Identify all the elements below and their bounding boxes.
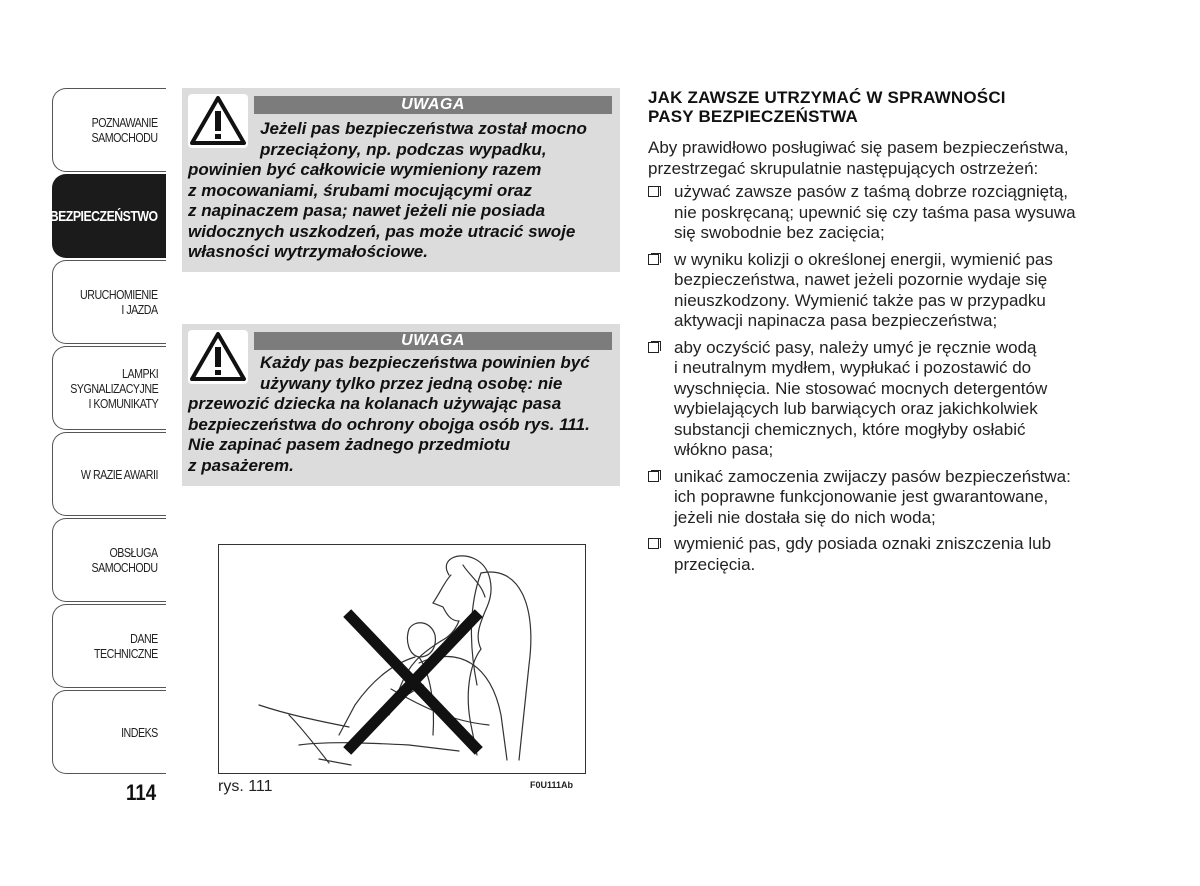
list-item-line: nie poskręcaną; upewnić się czy taśma pasa wysuwa: [674, 202, 1076, 222]
list-item-line: przecięcia.: [674, 554, 756, 574]
list-item-line: się swobodnie bez zacięcia;: [674, 223, 885, 242]
tab-w-razie-awarii[interactable]: [52, 432, 166, 516]
tab-label: DANE TECHNICZNE: [94, 631, 158, 661]
section-heading: [648, 88, 1088, 126]
list-item-line: substancji chemicznych, które mogłyby osłabić: [674, 419, 1026, 439]
warning-line: z pasażerem.: [188, 455, 294, 475]
checkbox-bullet-icon: [648, 538, 659, 549]
warning-triangle-icon: [188, 94, 248, 148]
tab-label: POZNAWANIE SAMOCHODU: [91, 115, 158, 145]
list-item-line: wyschnięcia. Nie stosować mocnych detergentów: [674, 378, 1048, 398]
list-item-line: nieuszkodzony. Wymienić także pas w przypadku: [674, 290, 1046, 310]
section-intro: [648, 138, 1088, 179]
list-item-line: wymienić pas, gdy posiada oznaki zniszczenia lub: [674, 534, 1052, 553]
warning-line: powinien być całkowicie wymieniony razem: [188, 160, 542, 179]
warning-line: Jeżeli pas bezpieczeństwa został mocno: [260, 119, 587, 138]
tab-label: BEZPIECZEŃSTWO: [50, 207, 158, 225]
list-item-line: jeżeli nie dostała się do nich woda;: [674, 507, 936, 527]
checkbox-bullet-icon: [648, 186, 659, 197]
tab-obsluga-samochodu[interactable]: [52, 518, 166, 602]
warning-title: UWAGA: [254, 96, 612, 114]
figure-illustration: [218, 544, 586, 774]
list-item-line: ich poprawne funkcjonowanie jest gwarantowane,: [674, 487, 1049, 506]
checkbox-bullet-icon: [648, 254, 659, 265]
list-item-line: aby oczyścić pasy, należy umyć je ręcznie wodą: [674, 337, 1037, 357]
warning-box-one-person: [182, 324, 620, 486]
list-item: [648, 338, 1088, 461]
list-item-line: używać zawsze pasów z taśmą dobrze rozciągniętą,: [674, 182, 1069, 201]
figure-code: F0U111Ab: [530, 780, 574, 790]
tab-bezpieczenstwo[interactable]: [52, 174, 166, 258]
warning-text: [188, 119, 620, 263]
warning-line: przewozić dziecka na kolanach używając pasa: [188, 394, 562, 413]
list-item-line: i neutralnym mydłem, wypłukać i pozostawić do: [674, 358, 1032, 377]
tab-label: W RAZIE AWARII: [80, 466, 158, 482]
tab-lampki-sygnalizacyjne[interactable]: [52, 346, 166, 430]
care-instructions-list: [648, 182, 1088, 581]
warning-title: UWAGA: [254, 332, 612, 350]
tab-label: URUCHOMIENIE I JAZDA: [80, 287, 158, 317]
warning-line: widocznych uszkodzeń, pas może utracić swoje: [188, 221, 576, 241]
tab-indeks[interactable]: [52, 690, 166, 774]
checkbox-bullet-icon: [648, 342, 659, 353]
list-item: [648, 534, 1088, 575]
tab-uruchomienie-i-jazda[interactable]: [52, 260, 166, 344]
intro-line: przestrzegać skrupulatnie następujących ostrzeżeń:: [648, 158, 1039, 178]
warning-triangle-icon: [188, 330, 248, 384]
warning-box-belt-overload: [182, 88, 620, 272]
tab-label: LAMPKI SYGNALIZACYJNE I KOMUNIKATY: [70, 365, 158, 411]
section-heading-line: PASY BEZPIECZEŃSTWA: [648, 107, 859, 126]
warning-line: bezpieczeństwa do ochrony obojga osób rys. 111.: [188, 414, 590, 434]
warning-line: używany tylko przez jedną osobę: nie: [260, 373, 563, 393]
warning-line: przeciążony, np. podczas wypadku,: [260, 139, 547, 159]
page-number: 114: [126, 780, 157, 805]
list-item-line: włókno pasa;: [674, 440, 774, 459]
list-item-line: aktywacji napinacza pasa bezpieczeństwa;: [674, 311, 998, 330]
warning-line: z mocowaniami, śrubami mocującymi oraz: [188, 180, 532, 200]
tab-label: OBSŁUGA SAMOCHODU: [91, 545, 158, 575]
figure-caption: rys. 111: [218, 778, 273, 795]
warning-line: własności wytrzymałościowe.: [188, 242, 428, 261]
list-item-line: w wyniku kolizji o określonej energii, wymienić pas: [674, 249, 1053, 269]
warning-text: [188, 353, 620, 476]
checkbox-bullet-icon: [648, 471, 659, 482]
child-on-lap-illustration: [219, 545, 585, 773]
intro-line: Aby prawidłowo posługiwać się pasem bezpieczeństwa,: [648, 138, 1069, 157]
tab-dane-techniczne[interactable]: [52, 604, 166, 688]
tab-label: INDEKS: [121, 724, 158, 740]
list-item-line: unikać zamoczenia zwijaczy pasów bezpieczeństwa:: [674, 466, 1071, 486]
list-item: [648, 467, 1088, 529]
list-item-line: wybielających lub barwiących oraz jakichkolwiek: [674, 399, 1038, 418]
section-heading-line: JAK ZAWSZE UTRZYMAĆ W SPRAWNOŚCI: [648, 88, 1006, 107]
warning-line: z napinaczem pasa; nawet jeżeli nie posiada: [188, 201, 546, 220]
warning-line: Nie zapinać pasem żadnego przedmiotu: [188, 435, 511, 454]
tab-poznawanie-samochodu[interactable]: [52, 88, 166, 172]
list-item: [648, 250, 1088, 332]
list-item: [648, 182, 1088, 244]
list-item-line: bezpieczeństwa, nawet jeżeli pozornie wydaje się: [674, 270, 1048, 289]
warning-line: Każdy pas bezpieczeństwa powinien być: [260, 353, 590, 372]
